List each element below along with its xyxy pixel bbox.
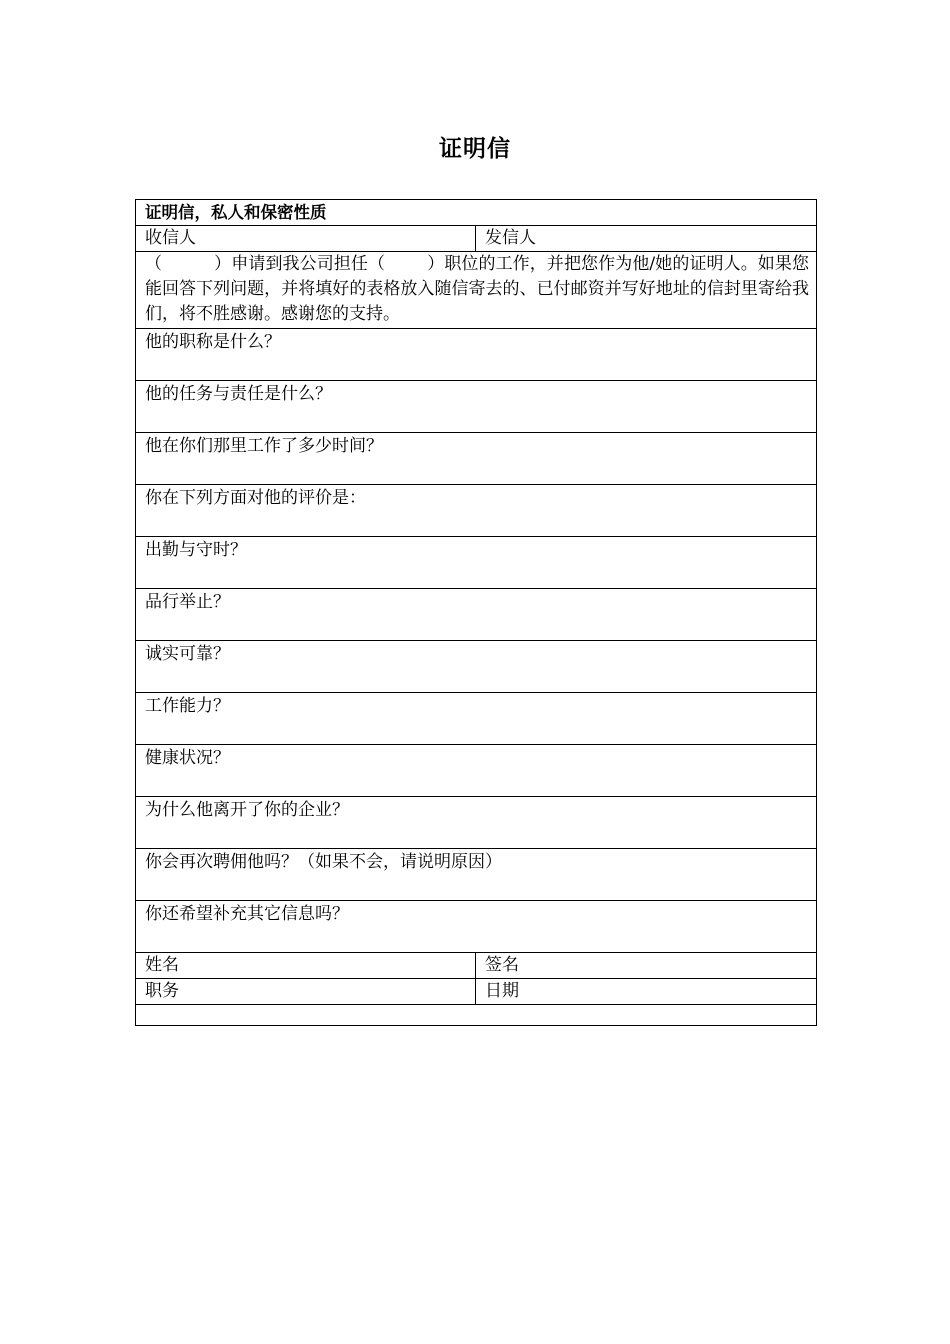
- question-row: [136, 641, 817, 693]
- name-field[interactable]: [136, 953, 476, 979]
- question-cell-tenure[interactable]: [136, 433, 817, 485]
- footer-blank-row: [136, 1005, 817, 1026]
- question-row: [136, 797, 817, 849]
- question-cell-conduct[interactable]: [136, 589, 817, 641]
- question-cell-evaluation[interactable]: [136, 485, 817, 537]
- intro-part-2: 职位的工作，并把您作为他/她的证明人。如果您能回答下列问题，并将填好的表格放入随信寄去的、已付邮资并写好地址的信封里寄给我们，将不胜感谢。感谢您的支持。: [145, 254, 809, 324]
- question-row: [136, 381, 817, 433]
- question-cell-job-title[interactable]: [136, 329, 817, 381]
- question-row: [136, 537, 817, 589]
- question-row: [136, 901, 817, 953]
- intro-open-paren-1: （: [145, 254, 163, 274]
- recipient-label: 收信人: [145, 228, 196, 248]
- intro-close-paren-1: ）: [214, 254, 232, 274]
- position-label: 职务: [145, 981, 179, 1001]
- intro-paragraph: [136, 252, 817, 329]
- section-header: 证明信，私人和保密性质: [136, 200, 817, 226]
- question-label: 为什么他离开了你的企业？: [145, 800, 349, 820]
- section-header-row: [136, 200, 817, 226]
- name-label: 姓名: [145, 955, 179, 975]
- name-signature-row: [136, 953, 817, 979]
- question-row: [136, 329, 817, 381]
- date-field[interactable]: [476, 979, 817, 1005]
- reference-form-table: [135, 199, 817, 1026]
- question-label: 他的任务与责任是什么？: [145, 384, 332, 404]
- question-cell-attendance[interactable]: [136, 537, 817, 589]
- document-title: 证明信: [439, 135, 511, 162]
- question-cell-leaving-reason[interactable]: [136, 797, 817, 849]
- question-label: 诚实可靠？: [145, 644, 230, 664]
- position-date-row: [136, 979, 817, 1005]
- recipient-sender-row: [136, 226, 817, 252]
- question-row: [136, 745, 817, 797]
- question-label: 他在你们那里工作了多少时间？: [145, 436, 383, 456]
- question-label: 品行举止？: [145, 592, 230, 612]
- question-cell-duties[interactable]: [136, 381, 817, 433]
- question-row: [136, 849, 817, 901]
- question-row: [136, 589, 817, 641]
- intro-row: [136, 252, 817, 329]
- intro-open-paren-2: （: [368, 254, 386, 274]
- question-label: 你会再次聘佣他吗？（如果不会，请说明原因）: [145, 852, 502, 872]
- signature-label: 签名: [485, 955, 519, 975]
- question-label: 你还希望补充其它信息吗？: [145, 904, 349, 924]
- question-label: 出勤与守时？: [145, 540, 247, 560]
- question-cell-additional-info[interactable]: [136, 901, 817, 953]
- question-cell-ability[interactable]: [136, 693, 817, 745]
- question-label: 他的职称是什么？: [145, 332, 281, 352]
- question-label: 工作能力？: [145, 696, 230, 716]
- date-label: 日期: [485, 981, 519, 1001]
- question-cell-honesty[interactable]: [136, 641, 817, 693]
- intro-part-1: 申请到我公司担任: [231, 254, 369, 274]
- sender-field[interactable]: [476, 226, 817, 252]
- question-row: [136, 433, 817, 485]
- question-row: [136, 693, 817, 745]
- signature-field[interactable]: [476, 953, 817, 979]
- question-cell-health[interactable]: [136, 745, 817, 797]
- position-field[interactable]: [136, 979, 476, 1005]
- sender-label: 发信人: [485, 228, 536, 248]
- question-row: [136, 485, 817, 537]
- footer-blank-cell: [136, 1005, 817, 1026]
- intro-close-paren-2: ）: [427, 254, 445, 274]
- question-label: 健康状况？: [145, 748, 230, 768]
- question-label: 你在下列方面对他的评价是：: [145, 488, 366, 508]
- recipient-field[interactable]: [136, 226, 476, 252]
- question-cell-rehire[interactable]: [136, 849, 817, 901]
